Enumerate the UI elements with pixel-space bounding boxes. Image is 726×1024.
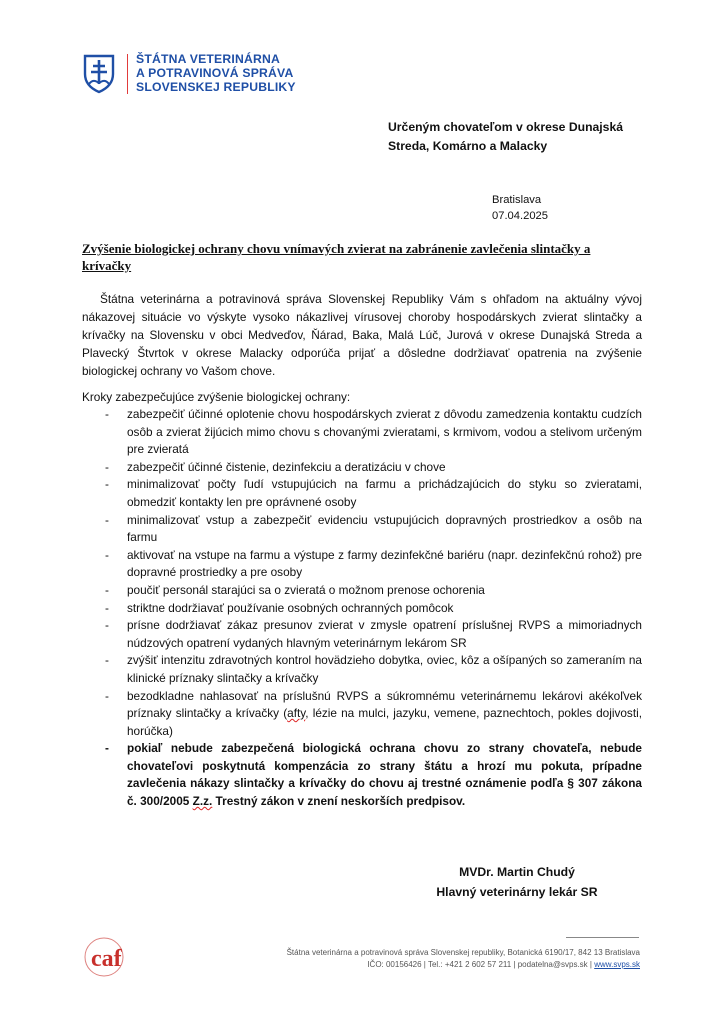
- footer: [240, 947, 640, 971]
- logo-divider: [127, 54, 128, 94]
- dash-bullet: -: [105, 459, 109, 474]
- caf-logo: [82, 935, 138, 979]
- step-text: zabezpečiť účinné čistenie, dezinfekciu a deratizáciu v chove: [127, 459, 446, 474]
- list-item: [82, 459, 642, 477]
- document-title: Zvýšenie biologickej ochrany chovu vnímavých zvierat na zabránenie zavlečenia slintačky a krívačky: [82, 241, 591, 273]
- signatory-name: MVDr. Martin Chudý: [459, 865, 575, 879]
- steps-list: [82, 406, 642, 811]
- list-item: [82, 600, 642, 618]
- footer-contact-text: IČO: 00156426 | Tel.: +421 2 602 57 211 | podatelna@svps.sk |: [367, 960, 595, 969]
- dash-bullet: -: [105, 600, 109, 615]
- caf-logo-text: caf: [91, 946, 122, 972]
- dash-bullet: -: [105, 477, 109, 492]
- org-name-line-3: SLOVENSKEJ REPUBLIKY: [136, 80, 296, 94]
- list-item: [82, 547, 642, 582]
- dash-bullet: -: [105, 512, 109, 527]
- step-text: , lézie na mulci, jazyku, vemene, paznechtoch, pokles dojivosti, horúčka): [127, 706, 643, 738]
- place: Bratislava: [492, 194, 542, 206]
- dash-bullet: -: [105, 407, 109, 421]
- recipient-line-1: Určeným chovateľom v okrese Dunajská: [388, 120, 624, 134]
- list-item: [82, 688, 642, 741]
- step-text: zvýšiť intenzitu zdravotných kontrol hovädzieho dobytka, oviec, kôz a ošípaných so zameraním na klinické príznaky slintačky a krívačky: [127, 653, 642, 685]
- signature-block: [392, 862, 642, 902]
- date: 07.04.2025: [492, 210, 548, 222]
- list-item: [82, 476, 642, 511]
- step-text: minimalizovať vstup a zabezpečiť evidenciu vstupujúcich dopravných prostriedkov a osôb na farmu: [127, 512, 642, 545]
- steps-heading: Kroky zabezpečujúce zvýšenie biologickej ochrany:: [82, 390, 351, 404]
- list-item: [82, 512, 642, 547]
- footer-contacts: [240, 959, 640, 971]
- dash-bullet: -: [105, 582, 109, 597]
- step-text: zabezpečiť účinné oplotenie chovu hospodárskych zvierat z dôvodu zamedzenia kontaktu cudzích osôb a zvierat žijúcich mimo chovu s chovanými zvieratami, s krmivom, vodou a stelivom určeným pre zvieratá: [127, 407, 642, 457]
- org-name-line-1: ŠTÁTNA VETERINÁRNA: [136, 52, 280, 66]
- slovak-coat-of-arms-icon: [82, 54, 116, 94]
- list-item: [82, 406, 642, 459]
- dash-bullet: -: [105, 618, 109, 633]
- step-text: pokiaľ nebude zabezpečená biologická ochrana chovu zo strany chovateľa, nebude chovateľovi poskytnutá kompenzácia zo strany štátu a hrozí mu pokuta, prípadne zavlečenia nákazy slintačky a krívačky do chovu aj trestné oznámenie podľa § 307 zákona č. 300/2005: [127, 741, 642, 809]
- signatory-role: Hlavný veterinárny lekár SR: [436, 885, 598, 899]
- list-item: [82, 617, 642, 652]
- footer-divider: [566, 937, 639, 938]
- org-name: [136, 52, 296, 94]
- website-link[interactable]: www.svps.sk: [594, 960, 640, 969]
- step-text: striktne dodržiavať používanie osobných ochranných pomôcok: [127, 600, 454, 615]
- spellcheck-flagged-word: afty: [287, 706, 306, 721]
- dash-bullet: -: [105, 653, 109, 668]
- caf-logo-mark: [82, 935, 138, 979]
- step-text: Trestný zákon v znení neskorších predpisov.: [212, 794, 466, 809]
- place-date-block: [492, 192, 548, 224]
- intro-paragraph: Štátna veterinárna a potravinová správa Slovenskej Republiky Vám s ohľadom na aktuálny vývoj nákazovej situácie vo výskyte vysoko nákazlivej vírusovej choroby hospodárskych zvierat slintačky a krívačky na Slovensku v obci Medveďov, Ňárad, Baka, Malá Lúč, Jurová v okrese Dunajská Streda a Plavecký Štvrtok v okrese Malacky odporúča prijať a dôsledne dodržiavať opatrenia na zvýšenie biologickej ochrany vo Vašom chove.: [82, 292, 642, 378]
- step-text: poučiť personál starajúci sa o zvieratá o možnom prenose ochorenia: [127, 582, 485, 597]
- org-logo: [82, 52, 302, 96]
- step-text: bezodkladne nahlasovať na príslušnú RVPS a súkromnému veterinárnemu lekárovi akékoľvek príznaky slintačky a krívačky (: [127, 688, 642, 721]
- dash-bullet: -: [105, 688, 109, 703]
- step-text: minimalizovať počty ľudí vstupujúcich na farmu a prichádzajúcich do styku so zvieratami, obmedziť kontakty len pre oprávnené osoby: [127, 477, 642, 509]
- dash-bullet: -: [105, 547, 109, 562]
- spellcheck-flagged-word: Z.z.: [192, 794, 213, 809]
- list-item: [82, 652, 642, 687]
- step-text: aktivovať na vstupe na farmu a výstupe z farmy dezinfekčné bariéru (napr. dezinfekčnú rohož) pre dopravné prostriedky a pre osoby: [127, 547, 642, 580]
- dash-bullet: -: [105, 741, 109, 756]
- step-text: prísne dodržiavať zákaz presunov zvierat v zmysle opatrení príslušnej RVPS a mimoriadnych núdzových opatrení vydaných hlavným veterinárnym lekárom SR: [127, 618, 642, 650]
- recipient-line-2: Streda, Komárno a Malacky: [388, 139, 548, 153]
- list-item: [82, 582, 642, 600]
- recipient-block: [388, 118, 668, 156]
- org-name-line-2: A POTRAVINOVÁ SPRÁVA: [136, 66, 294, 80]
- list-item-warning: [82, 740, 642, 810]
- footer-address: Štátna veterinárna a potravinová správa Slovenskej republiky, Botanická 6190/17, 842 13 Bratislava: [286, 948, 640, 957]
